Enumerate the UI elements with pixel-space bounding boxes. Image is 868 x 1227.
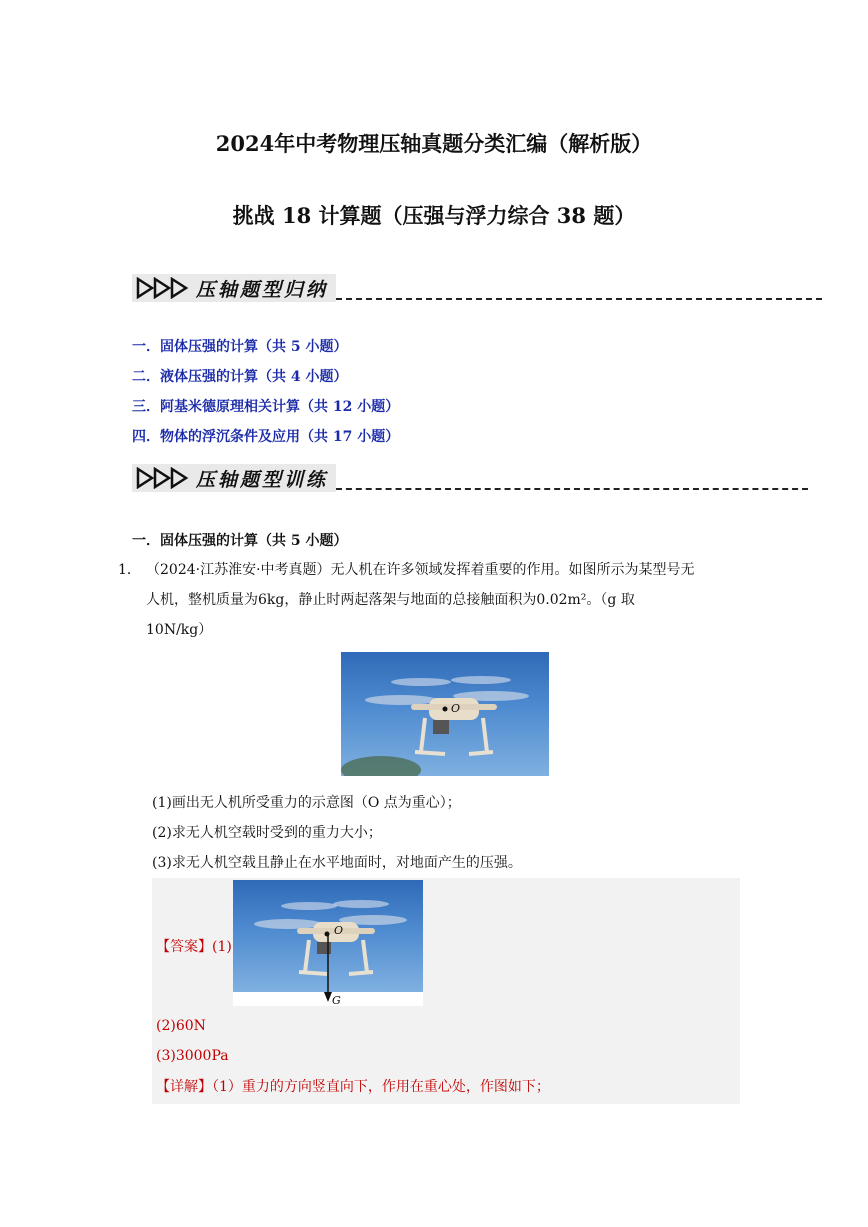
section-heading: 一．固体压强的计算（共 5 小题）	[132, 533, 348, 549]
banner-label: 压轴题型归纳	[196, 278, 329, 301]
answer-label: 【答案】(1)	[156, 939, 232, 955]
dashed-divider	[336, 488, 808, 490]
answer-part-2: (2)60N	[156, 1018, 206, 1034]
toc-item-3[interactable]: 三．阿基米德原理相关计算（共 12 小题）	[132, 399, 400, 415]
sub-question-1: (1)画出无人机所受重力的示意图（O 点为重心）；	[152, 795, 461, 811]
detail-label: 【详解】	[156, 1079, 212, 1095]
toc-item-1[interactable]: 一．固体压强的计算（共 5 小题）	[132, 339, 348, 355]
detail-text: （1）重力的方向竖直向下，作用在重心处，作图如下；	[212, 1079, 550, 1095]
document-title: 2024年中考物理压轴真题分类汇编（解析版）	[215, 131, 653, 156]
toc-item-4[interactable]: 四．物体的浮沉条件及应用（共 17 小题）	[132, 429, 400, 445]
banner-label: 压轴题型训练	[196, 468, 329, 491]
triple-arrow-icon	[136, 467, 190, 489]
question-line-2: 人机，整机质量为6kg，静止时两起落架与地面的总接触面积为0.02m²。（g 取	[146, 592, 635, 608]
sub-question-3: (3)求无人机空载且静止在水平地面时，对地面产生的压强。	[152, 855, 522, 871]
section-banner-summary	[132, 274, 822, 302]
gravity-label: G	[332, 994, 341, 1007]
sub-question-2: (2)求无人机空载时受到的重力大小；	[152, 825, 382, 841]
question-line-1: （2024·江苏淮安·中考真题）无人机在许多领域发挥着重要的作用。如图所示为某型号无	[146, 562, 695, 578]
document-subtitle: 挑战 18 计算题（压强与浮力综合 38 题）	[232, 203, 636, 228]
dashed-divider	[336, 298, 822, 300]
triple-arrow-icon	[136, 277, 190, 299]
toc-item-2[interactable]: 二．液体压强的计算（共 4 小题）	[132, 369, 348, 385]
detail-line	[156, 1076, 550, 1096]
section-banner-training	[132, 464, 808, 492]
question-number: 1．	[118, 562, 141, 578]
question-line-3: 10N/kg）	[146, 622, 213, 638]
answer-point-o-label: O	[334, 924, 344, 937]
answer-part-3: (3)3000Pa	[156, 1048, 229, 1064]
drone-photo	[341, 652, 549, 776]
point-o-label: O	[451, 702, 461, 715]
